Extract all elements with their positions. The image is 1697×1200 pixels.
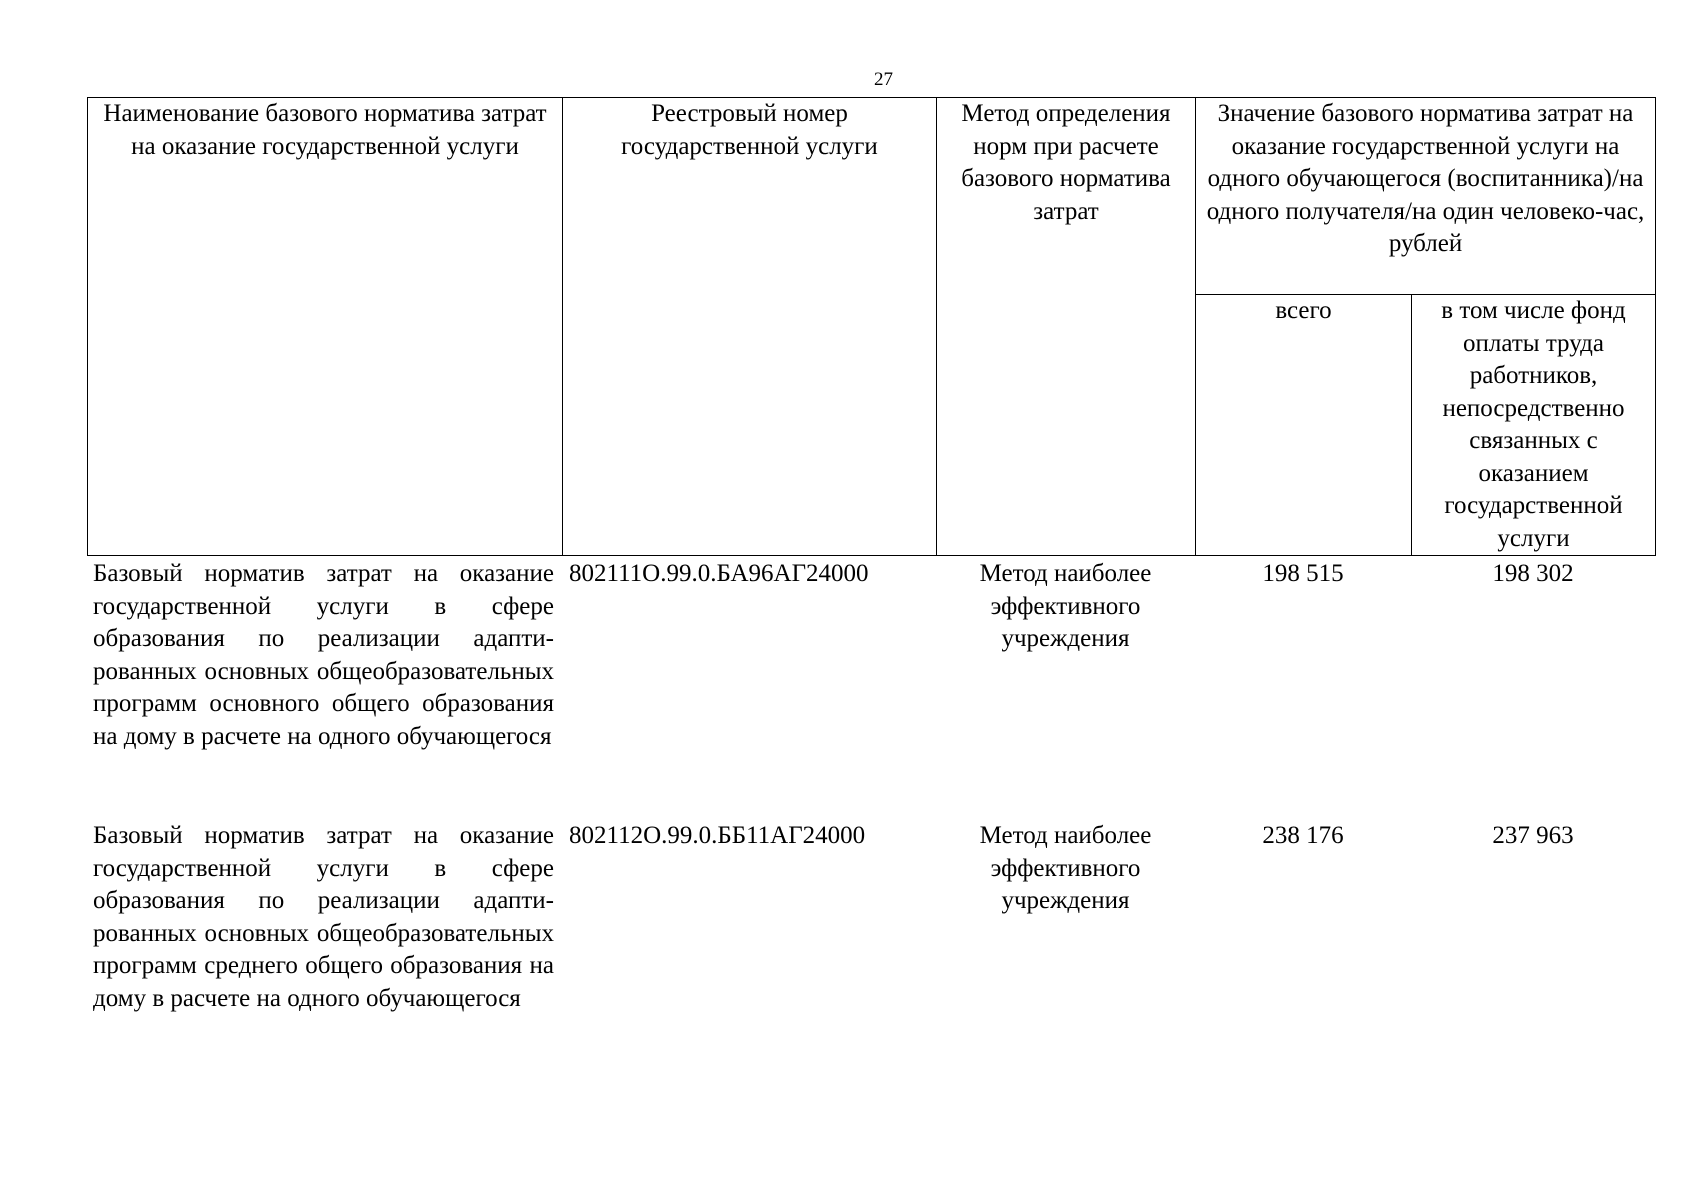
row-registry-number: 802111О.99.0.БА96АГ24000 (569, 560, 869, 587)
row-including-wage-fund: 198 302 (1492, 560, 1574, 587)
row-method: Метод наиболее эффективного учреждения (979, 560, 1152, 652)
header-method: Метод определения норм при расчете базового норматива затрат (937, 98, 1196, 556)
header-registry-number: Реестровый номер государственной услуги (563, 98, 937, 556)
header-including-wage-fund: в том числе фонд оплаты труда работников, непосредственно связанных с оказанием государственной услуги (1412, 295, 1656, 556)
row-total: 238 176 (1262, 822, 1344, 849)
row-method: Метод наиболее эффективного учреждения (979, 822, 1152, 914)
page-number: 27 (874, 69, 893, 90)
header-name: Наименование базового норматива затрат на оказание государственной услуги (88, 98, 563, 556)
row-name: Базовый норматив затрат на оказание государственной услуги в сфере образования по реализации адаптированных основных общеобразовательных программ основного общего образования на дому в расчете на одного обучающегося (93, 560, 554, 750)
table-header (87, 97, 1656, 556)
table-row (87, 820, 1655, 1015)
row-name: Базовый норматив затрат на оказание государственной услуги в сфере образования по реализации адаптированных основных общеобразовательных программ среднего общего образования на дому в расчете на одного обучающегося (93, 822, 554, 1012)
row-including-wage-fund: 237 963 (1492, 822, 1574, 849)
header-value: Значение базового норматива затрат на оказание государственной услуги на одного обучающегося (воспитанника)/на одного получателя/на один человеко-час, рублей (1196, 98, 1656, 295)
header-total: всего (1196, 295, 1412, 556)
row-registry-number: 802112О.99.0.ББ11АГ24000 (569, 822, 866, 849)
table-row (87, 556, 1655, 820)
row-total: 198 515 (1262, 560, 1344, 587)
table-body (87, 556, 1655, 1015)
